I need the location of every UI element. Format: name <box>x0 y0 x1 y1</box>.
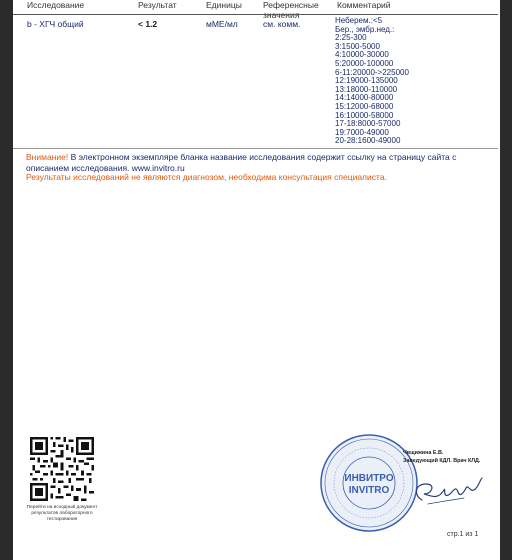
signatory-position: Заведующий КДЛ. Врач КЛД. <box>403 458 481 464</box>
header-units: Единицы <box>206 0 242 10</box>
disclaimer-text: Результаты исследований не являются диагнозом, необходима консультация специалиста. <box>26 172 387 182</box>
comment-line: 13:18000-110000 <box>335 84 398 94</box>
comment-line: 15:12000-68000 <box>335 101 394 111</box>
handwritten-signature <box>408 470 488 510</box>
signatory-name: Чвщижина Е.В. <box>403 450 444 456</box>
result-value: < 1.2 <box>138 19 158 29</box>
comment-line: 3:1500-5000 <box>335 41 380 51</box>
page-number: стр.1 из 1 <box>447 531 479 538</box>
company-seal <box>318 432 420 534</box>
comment-line: Бер., эмбр.нед.: <box>335 24 395 34</box>
header-reference: Референсные значения <box>263 0 319 20</box>
units-value: мМЕ/мл <box>206 19 238 29</box>
header-result: Результат <box>138 0 177 10</box>
signatory <box>403 449 480 465</box>
warning-label: Внимание! <box>26 152 69 162</box>
notice-body: В электронном экземпляре бланка название исследования содержит ссылку на страницу сайта с описанием исследования. <box>26 152 457 173</box>
header-comment: Комментарий <box>337 0 391 10</box>
comment-line: 2:25-300 <box>335 33 367 43</box>
comment-line: Неберем.:<5 <box>335 16 383 25</box>
test-name-link[interactable]: b - ХГЧ общий <box>27 19 84 29</box>
comment-line: 17-18:8000-57000 <box>335 119 401 129</box>
comment-list <box>335 17 409 146</box>
comment-line: 5:20000-100000 <box>335 58 394 68</box>
comment-line: 14:14000-80000 <box>335 93 394 103</box>
qr-code-icon[interactable] <box>30 437 94 501</box>
notice-text <box>26 152 488 173</box>
comment-line: 4:10000-30000 <box>335 50 389 60</box>
seal-brand-top: ИНВИТРО <box>344 473 394 484</box>
section-divider <box>13 148 498 149</box>
site-link[interactable]: www.invitro.ru <box>131 162 185 173</box>
comment-line: 12:19000-135000 <box>335 76 398 86</box>
seal-brand-bottom: INVITRO <box>348 485 390 496</box>
header-test: Исследование <box>27 0 85 10</box>
comment-line: 16:10000-58000 <box>335 110 394 120</box>
comment-line: 6-11:20000->225000 <box>335 67 409 77</box>
header-divider <box>13 14 498 15</box>
qr-caption: Перейти на исходный документ результатов лабораторного тестирования <box>26 505 98 522</box>
comment-line: 20-28:1600-49000 <box>335 136 401 146</box>
reference-value: см. комм. <box>263 19 301 29</box>
comment-line: 19:7000-49000 <box>335 127 389 137</box>
